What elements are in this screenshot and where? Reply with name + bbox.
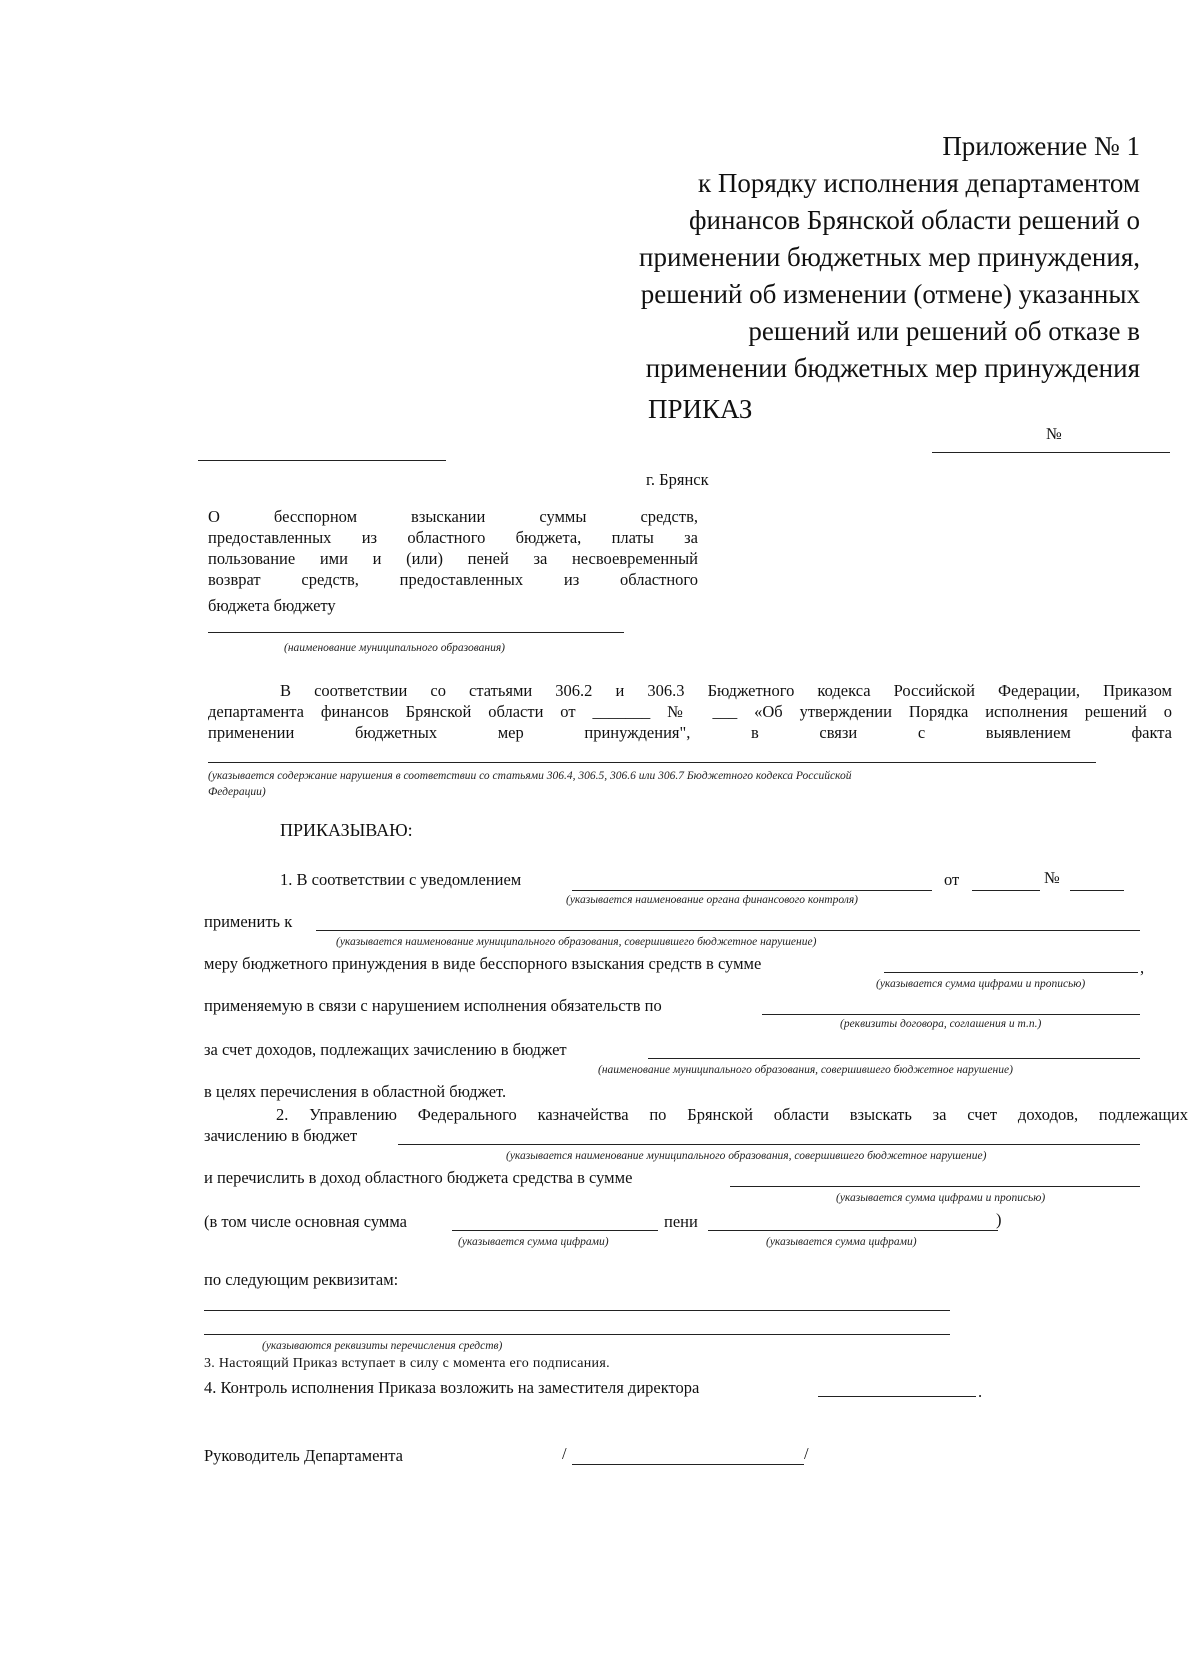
appendix-line: применении бюджетных мер принуждения, — [639, 242, 1140, 272]
date-field-line — [198, 460, 446, 461]
note-sum2: (указывается сумма цифрами и прописью) — [836, 1192, 1046, 1204]
item2-line2: зачислению в бюджет — [204, 1126, 358, 1145]
appendix-line: решений или решений об отказе в — [748, 316, 1140, 346]
notice-number-line — [1070, 890, 1124, 891]
note-violation-cont: Федерации) — [208, 786, 266, 798]
appendix-line: финансов Брянской области решений о — [689, 205, 1140, 235]
item2-block — [204, 1104, 1188, 1125]
item1-text: 1. В соответствии с уведомлением — [280, 870, 522, 889]
signature-field-line — [572, 1464, 804, 1465]
number-sign: № — [1046, 424, 1062, 443]
item1-no: № — [1044, 868, 1060, 887]
incl-main-text: (в том числе основная сумма — [204, 1212, 407, 1231]
item1-from: от — [944, 870, 960, 889]
item2-line: 2. Управлению Федерального казначейства по Брянской области взыскать за счет доходов, подлежащих — [276, 1105, 1188, 1124]
appendix-line: применении бюджетных мер принуждения — [645, 353, 1140, 383]
appendix-heading — [639, 128, 1140, 387]
preamble-line: департамента финансов Брянской области от _______ № ___ «Об утверждении Порядка исполнения решений о — [208, 702, 1172, 721]
preamble-line: В соответствии со статьями 306.2 и 306.3 Бюджетного кодекса Российской Федерации, Приказом — [280, 681, 1172, 700]
slash-right: / — [804, 1444, 809, 1463]
appendix-line: Приложение № 1 — [942, 131, 1140, 161]
note-control-body: (указывается наименование органа финансового контроля) — [566, 894, 859, 906]
note-sum-digits2: (указывается сумма цифрами) — [766, 1236, 917, 1248]
note-sum-digits1: (указывается сумма цифрами) — [458, 1236, 609, 1248]
subject-line: предоставленных из областного бюджета, платы за — [208, 528, 698, 547]
peni-sum-line — [708, 1230, 998, 1231]
measure-end: , — [1140, 958, 1145, 977]
note-violator2: (наименование муниципального образования, совершившего бюджетное нарушение) — [598, 1064, 1013, 1076]
note-violator: (указывается наименование муниципального образования, совершившего бюджетное нарушение) — [336, 936, 817, 948]
subject-line: пользование ими и (или) пеней за несвоевременный — [208, 549, 698, 568]
note-sum: (указывается сумма цифрами и прописью) — [876, 978, 1086, 990]
item4-text: 4. Контроль исполнения Приказа возложить на заместителя директора — [204, 1378, 700, 1397]
slash-left: / — [562, 1444, 567, 1463]
in-order-text: в целях перечисления в областной бюджет. — [204, 1082, 507, 1101]
order-heading: ПРИКАЗЫВАЮ: — [280, 820, 413, 840]
number-field-line — [932, 452, 1170, 453]
budget-field-line — [648, 1058, 1140, 1059]
deputy-field-line — [818, 1396, 976, 1397]
budget2-field-line — [398, 1144, 1140, 1145]
note-violator3: (указывается наименование муниципального образования, совершившего бюджетное нарушение) — [506, 1150, 987, 1162]
contract-field-line — [762, 1014, 1140, 1015]
item4-end: . — [978, 1382, 983, 1401]
notice-field-line — [572, 890, 932, 891]
notice-date-line — [972, 890, 1040, 891]
requisites-line-2 — [204, 1334, 950, 1335]
requisites-label: по следующим реквизитам: — [204, 1270, 399, 1289]
apply-to-label: применить к — [204, 912, 293, 931]
measure-text: меру бюджетного принуждения в виде бесспорного взыскания средств в сумме — [204, 954, 762, 973]
sum-field-line — [884, 972, 1138, 973]
at-expense-text: за счет доходов, подлежащих зачислению в бюджет — [204, 1040, 567, 1059]
note-municipality: (наименование муниципального образования) — [284, 642, 506, 654]
note-contract: (реквизиты договора, соглашения и т.п.) — [840, 1018, 1042, 1030]
appendix-line: решений об изменении (отмене) указанных — [640, 279, 1140, 309]
appendix-line: к Порядку исполнения департаментом — [698, 168, 1140, 198]
close-paren: ) — [996, 1210, 1002, 1229]
municipality-field-line — [208, 632, 624, 633]
city-label: г. Брянск — [646, 470, 709, 489]
subject-last-line: бюджета бюджету — [208, 596, 336, 615]
subject-line: О бесспорном взыскании суммы средств, — [208, 507, 698, 526]
main-sum-line — [452, 1230, 658, 1231]
page-title: ПРИКАЗ — [648, 394, 753, 424]
requisites-line-1 — [204, 1310, 950, 1311]
preamble-block — [208, 680, 1172, 743]
item3-text: 3. Настоящий Приказ вступает в силу с момента его подписания. — [204, 1356, 610, 1371]
violation-field-line — [208, 762, 1096, 763]
note-violation: (указывается содержание нарушения в соответствии со статьями 306.4, 306.5, 306.6 или 306.7 Бюджетного кодекса Российской — [208, 770, 852, 782]
subject-line: возврат средств, предоставленных из областного — [208, 570, 698, 589]
peni-label: пени — [664, 1212, 698, 1231]
applied-text: применяемую в связи с нарушением исполнения обязательств по — [204, 996, 662, 1015]
preamble-line: применении бюджетных мер принуждения", в связи с выявлением факта — [208, 723, 1172, 742]
note-requisites: (указываются реквизиты перечисления средств) — [262, 1340, 503, 1352]
violator-field-line — [316, 930, 1140, 931]
subject-block — [208, 506, 698, 590]
transfer-sum-line — [730, 1186, 1140, 1187]
signature-label: Руководитель Департамента — [204, 1446, 403, 1465]
transfer-text: и перечислить в доход областного бюджета средства в сумме — [204, 1168, 633, 1187]
